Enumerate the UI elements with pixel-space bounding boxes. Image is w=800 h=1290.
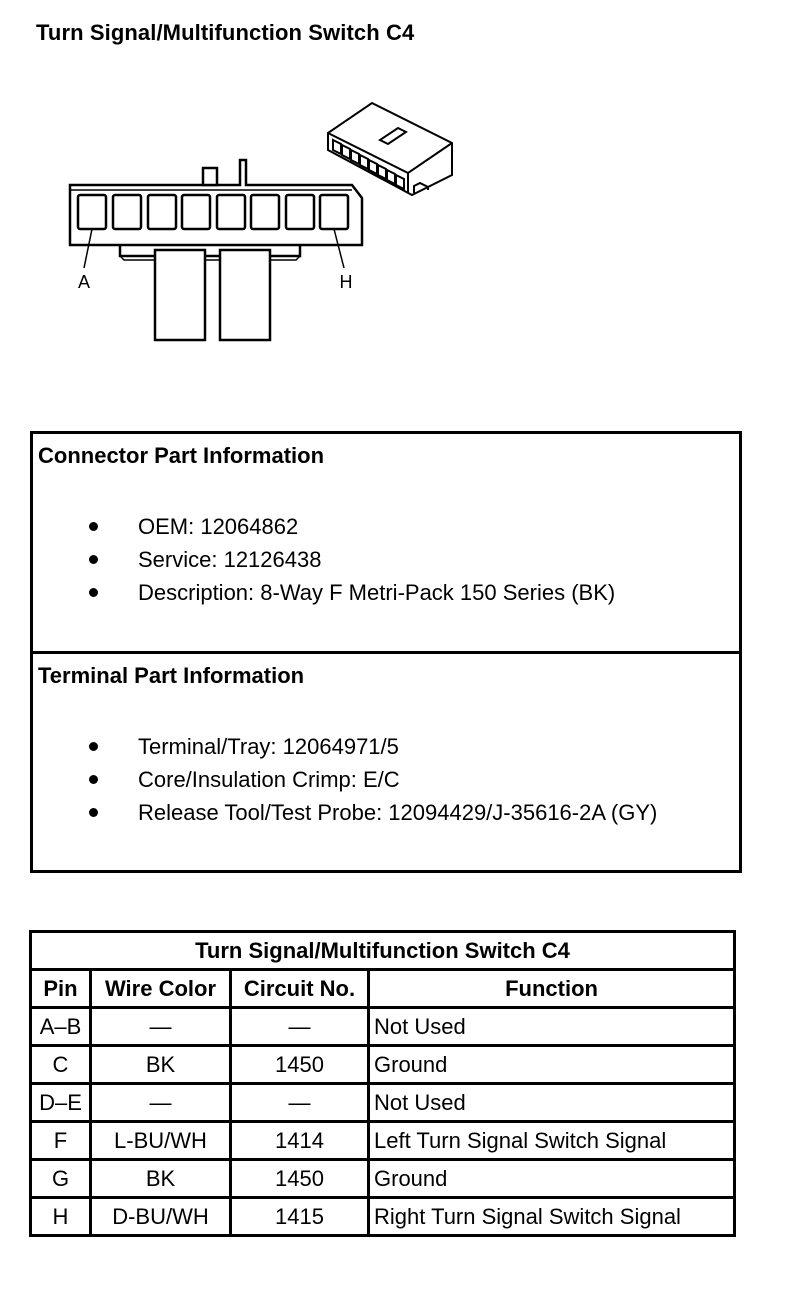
cell-pin: H [31, 1198, 91, 1236]
cell-function: Left Turn Signal Switch Signal [369, 1122, 735, 1160]
cell-circuit-no: 1414 [231, 1122, 369, 1160]
cell-pin: F [31, 1122, 91, 1160]
table-row [31, 1198, 735, 1236]
connector-thumbnail [328, 103, 452, 195]
cell-wire-color: L-BU/WH [91, 1122, 231, 1160]
cell-pin: G [31, 1160, 91, 1198]
pin-table [29, 930, 736, 1237]
table-row [31, 1008, 735, 1046]
cell-function: Right Turn Signal Switch Signal [369, 1198, 735, 1236]
pin-label-h: H [339, 272, 353, 292]
table-header-row [31, 970, 735, 1008]
cell-pin: A–B [31, 1008, 91, 1046]
cell-function: Not Used [369, 1008, 735, 1046]
bullet-icon [89, 588, 98, 597]
bullet-icon [89, 775, 98, 784]
cell-function: Ground [369, 1046, 735, 1084]
bullet-icon [89, 808, 98, 817]
cell-wire-color: BK [91, 1046, 231, 1084]
connector-face [70, 160, 362, 340]
cell-circuit-no: 1450 [231, 1160, 369, 1198]
cell-pin: C [31, 1046, 91, 1084]
page-title: Turn Signal/Multifunction Switch C4 [36, 20, 415, 45]
table-row [31, 1160, 735, 1198]
cell-circuit-no: 1450 [231, 1046, 369, 1084]
cell-wire-color: — [91, 1008, 231, 1046]
table-row [31, 1122, 735, 1160]
cell-wire-color: D-BU/WH [91, 1198, 231, 1236]
cell-circuit-no: — [231, 1084, 369, 1122]
cell-circuit-no: 1415 [231, 1198, 369, 1236]
cell-wire-color: BK [91, 1160, 231, 1198]
table-caption-row [31, 932, 735, 970]
pin-label-a: A [77, 272, 91, 292]
cell-function: Not Used [369, 1084, 735, 1122]
header-function: Function [369, 970, 735, 1008]
bullet-icon [89, 742, 98, 751]
part-information-box [30, 431, 742, 873]
table-caption: Turn Signal/Multifunction Switch C4 [31, 932, 735, 970]
cell-circuit-no: — [231, 1008, 369, 1046]
terminal-info-title: Terminal Part Information [38, 663, 305, 688]
bullet-icon [89, 555, 98, 564]
connector-part-information: Connector Part Information OEM: 12064862 Service: 12126438 Description: 8-Way F Metri-Pack 150 Series (BK) [33, 434, 739, 654]
cell-pin: D–E [31, 1084, 91, 1122]
connector-info-title: Connector Part Information [38, 443, 325, 468]
table-row [31, 1046, 735, 1084]
cell-function: Ground [369, 1160, 735, 1198]
header-wire-color: Wire Color [91, 970, 231, 1008]
connector-diagram [0, 0, 800, 400]
terminal-part-information: Terminal Part Information Terminal/Tray: 12064971/5 Core/Insulation Crimp: E/C Release Tool/Test Probe: 12094429/J-35616-2A (GY) [38, 663, 658, 825]
header-circuit-no: Circuit No. [231, 970, 369, 1008]
header-pin: Pin [31, 970, 91, 1008]
bullet-icon [89, 522, 98, 531]
cell-wire-color: — [91, 1084, 231, 1122]
table-row [31, 1084, 735, 1122]
